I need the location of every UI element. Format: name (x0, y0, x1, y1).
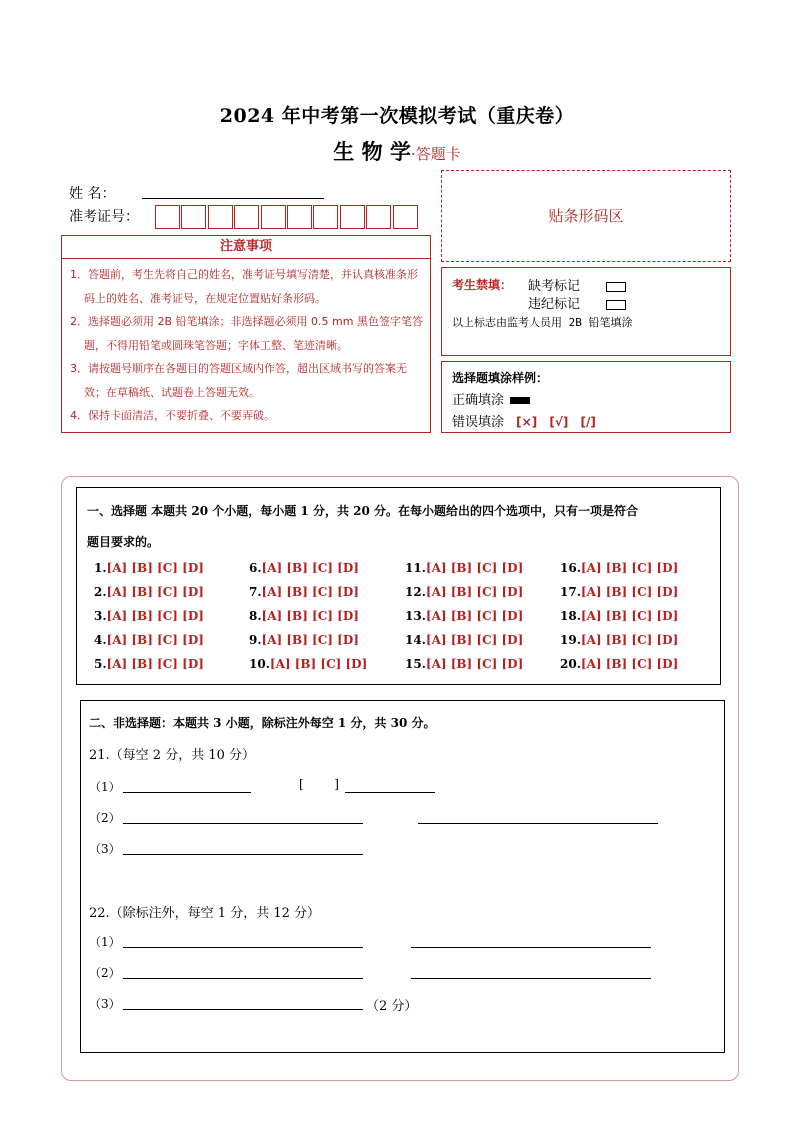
mc-options[interactable]: [A] [B] [C] [D] (261, 585, 359, 599)
mc-options[interactable]: [A] [B] [C] [D] (425, 633, 524, 647)
q21-2-answer-line-a[interactable] (123, 823, 363, 824)
mc-question[interactable] (94, 585, 204, 599)
id-digit-box[interactable] (393, 205, 418, 229)
mc-question-number: 2. (94, 585, 107, 599)
mc-options[interactable]: [A] [B] [C] [D] (425, 561, 524, 575)
mc-question[interactable] (94, 657, 204, 671)
free-heading: 二、非选择题：本题共 3 小题，除标注外每空 1 分，共 30 分。 (89, 716, 436, 730)
mc-question[interactable] (560, 585, 678, 599)
mc-question-number: 13. (405, 609, 426, 623)
filled-box-icon (510, 397, 530, 404)
mc-options[interactable]: [A] [B] [C] [D] (425, 609, 524, 623)
q21-3-answer-line[interactable] (123, 854, 363, 855)
id-digit-box[interactable] (287, 205, 312, 229)
mc-options[interactable]: [A] [B] [C] [D] (261, 633, 359, 647)
mc-question[interactable] (560, 633, 678, 647)
mc-question-number: 3. (94, 609, 107, 623)
q22-part-label: （1） (89, 935, 121, 949)
examinee-fill-label: 考生禁填： (452, 278, 513, 292)
mc-options[interactable]: [A] [B] [C] [D] (425, 657, 524, 671)
mc-options[interactable]: [A] [B] [C] [D] (425, 585, 524, 599)
correct-fill-label: 正确填涂 (452, 393, 505, 408)
q21-1-answer-line-b[interactable] (345, 792, 435, 793)
q22-1-answer-line-b[interactable] (411, 947, 651, 948)
mc-question[interactable] (560, 609, 678, 623)
subject-name: 生 物 学 (333, 139, 411, 164)
mc-question-number: 5. (94, 657, 107, 671)
mc-question-number: 19. (560, 633, 581, 647)
mc-question[interactable] (560, 657, 678, 671)
mc-options[interactable]: [A] [B] [C] [D] (580, 585, 679, 599)
violation-mark-box[interactable] (606, 300, 626, 310)
subject-title (0, 136, 794, 166)
q22-1-answer-line-a[interactable] (123, 947, 363, 948)
free-section (80, 700, 725, 1053)
id-digit-box[interactable] (366, 205, 391, 229)
mc-options[interactable]: [A] [B] [C] [D] (269, 657, 368, 671)
mc-section (76, 487, 721, 685)
barcode-area: 贴条形码区 (441, 170, 731, 262)
mc-question-number: 17. (560, 585, 581, 599)
mc-options[interactable]: [A] [B] [C] [D] (580, 657, 679, 671)
mc-question-number: 9. (249, 633, 262, 647)
q21-2-answer-line-b[interactable] (418, 823, 658, 824)
q22-part-label: （3） (89, 997, 121, 1011)
mc-question[interactable] (405, 585, 523, 599)
notice-body (61, 258, 431, 433)
name-label: 姓 名： (69, 186, 116, 202)
subject-suffix: ·答题卡 (410, 145, 461, 163)
examinee-fill-panel (441, 267, 731, 356)
mc-question-number: 16. (560, 561, 581, 575)
id-digit-box[interactable] (261, 205, 286, 229)
wrong-fill-example: [×] (516, 415, 538, 429)
wrong-fill-row (452, 411, 596, 430)
mc-question[interactable] (249, 561, 359, 575)
mc-heading-line1: 一、选择题 本题共 20 个小题，每小题 1 分，共 20 分。在每小题给出的四个选项中，只有一项是符合 (87, 504, 638, 518)
q21-title: 21.（每空 2 分，共 10 分） (89, 748, 256, 763)
name-field[interactable] (142, 198, 324, 199)
mc-question-number: 8. (249, 609, 262, 623)
mc-question-number: 14. (405, 633, 426, 647)
q22-title: 22.（除标注外，每空 1 分，共 12 分） (89, 906, 321, 921)
q21-1-answer-line-a[interactable] (123, 792, 251, 793)
mc-question-number: 12. (405, 585, 426, 599)
mc-heading-line2: 题目要求的。 (87, 535, 160, 549)
mc-question[interactable] (94, 633, 204, 647)
mc-question[interactable] (405, 609, 523, 623)
absent-mark-row (528, 275, 626, 294)
id-digit-box[interactable] (181, 205, 206, 229)
notice-item: 1．答题前，考生先将自己的姓名，准考证号填写清楚，并认真核准条形码上的姓名、准考证号，在规定位置贴好条形码。 (70, 268, 418, 305)
notice-title: 注意事项 (61, 235, 431, 259)
mc-question[interactable] (405, 633, 523, 647)
absent-mark-box[interactable] (606, 282, 626, 292)
correct-fill-row (452, 389, 530, 408)
fill-sample-title: 选择题填涂样例： (452, 371, 549, 385)
id-digit-box[interactable] (155, 205, 180, 229)
id-digit-box[interactable] (208, 205, 233, 229)
mc-question[interactable] (405, 561, 523, 575)
mc-options[interactable]: [A] [B] [C] [D] (261, 561, 359, 575)
mc-options[interactable]: [A] [B] [C] [D] (580, 561, 679, 575)
q22-2-answer-line-a[interactable] (123, 978, 363, 979)
mc-question-number: 15. (405, 657, 426, 671)
mc-question[interactable] (94, 609, 204, 623)
mc-question-number: 11. (405, 561, 426, 575)
mc-options[interactable]: [A] [B] [C] [D] (580, 633, 679, 647)
mc-question-number: 4. (94, 633, 107, 647)
examinee-fill-note: 以上标志由监考人员用 2B 铅笔填涂 (452, 316, 633, 329)
q22-part-label: （2） (89, 966, 121, 980)
q21-1-bracket: [ ] (299, 777, 339, 791)
q21-part-label: （3） (89, 842, 121, 856)
mc-question[interactable] (560, 561, 678, 575)
mc-options[interactable]: [A] [B] [C] [D] (580, 609, 679, 623)
violation-mark-row (528, 293, 626, 312)
q22-2-answer-line-b[interactable] (411, 978, 651, 979)
mc-question-number: 7. (249, 585, 262, 599)
id-digit-box[interactable] (340, 205, 365, 229)
mc-question-number: 1. (94, 561, 107, 575)
notice-item: 2．选择题必须用 2B 铅笔填涂；非选择题必须用 0.5 mm 黑色签字笔答题，不得用铅笔或圆珠笔答题；字体工整、笔迹清晰。 (70, 315, 423, 352)
q22-3-score-note: （2 分） (366, 999, 418, 1014)
violation-mark-label: 违纪标记 (528, 297, 581, 312)
fill-sample-panel (441, 361, 731, 433)
id-label: 准考证号： (69, 209, 139, 225)
notice-item: 4．保持卡面清洁，不要折叠、不要弄破。 (70, 409, 275, 422)
mc-options[interactable]: [A] [B] [C] [D] (106, 609, 204, 623)
absent-mark-label: 缺考标记 (528, 279, 581, 294)
mc-question-number: 10. (249, 657, 270, 671)
q21-part-label: （1） (89, 780, 121, 794)
q21-part-label: （2） (89, 811, 121, 825)
wrong-fill-example: [/] (580, 415, 596, 429)
mc-question-number: 18. (560, 609, 581, 623)
mc-options[interactable]: [A] [B] [C] [D] (106, 561, 204, 575)
id-digit-box[interactable] (313, 205, 338, 229)
mc-options[interactable]: [A] [B] [C] [D] (106, 585, 204, 599)
mc-options[interactable]: [A] [B] [C] [D] (106, 633, 204, 647)
mc-question[interactable] (249, 585, 359, 599)
q22-3-answer-line[interactable] (123, 1009, 363, 1010)
wrong-fill-example: [√] (549, 415, 569, 429)
notice-item: 3．请按题号顺序在各题目的答题区域内作答，超出区域书写的答案无效；在草稿纸、试题卷上答题无效。 (70, 362, 407, 399)
mc-question[interactable] (249, 657, 367, 671)
id-digit-box[interactable] (234, 205, 259, 229)
mc-question[interactable] (94, 561, 204, 575)
wrong-fill-label: 错误填涂 (452, 415, 505, 430)
mc-question[interactable] (249, 633, 359, 647)
mc-options[interactable]: [A] [B] [C] [D] (261, 609, 359, 623)
mc-question[interactable] (249, 609, 359, 623)
mc-question[interactable] (405, 657, 523, 671)
mc-question-number: 6. (249, 561, 262, 575)
mc-question-number: 20. (560, 657, 581, 671)
mc-options[interactable]: [A] [B] [C] [D] (106, 657, 204, 671)
page-title: 2024 年中考第一次模拟考试（重庆卷） (219, 105, 575, 127)
